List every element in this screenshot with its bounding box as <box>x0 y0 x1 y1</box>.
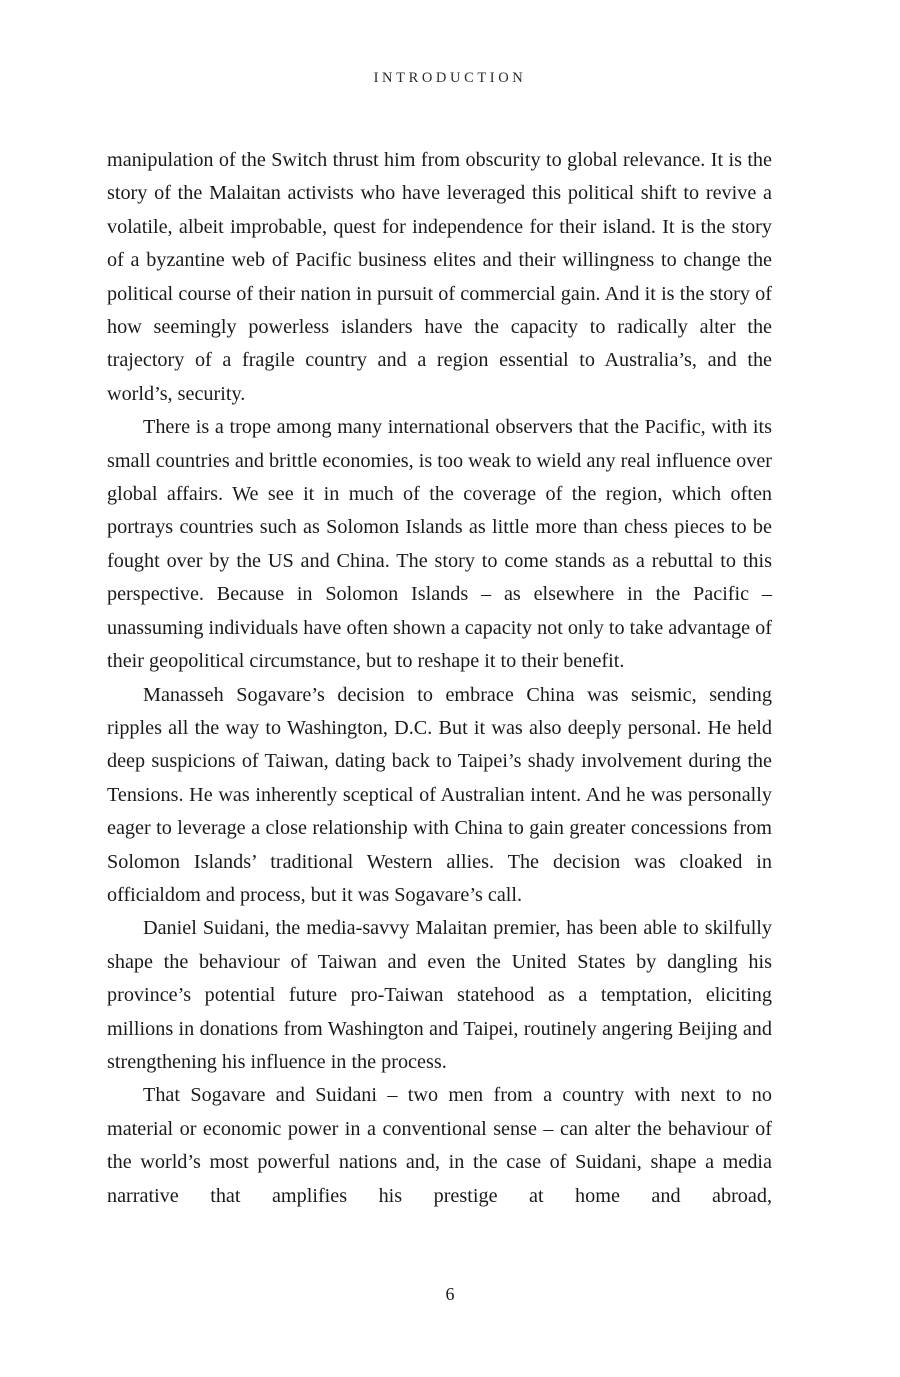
paragraph: That Sogavare and Suidani – two men from a country with next to no material or economic power in a conventional sense – can alter the behaviour of the world’s most powerful nations and, in the case of Suidani, shape a media narrative that amplifies his prestige at home and abroad, <box>107 1084 772 1207</box>
paragraph: manipulation of the Switch thrust him from obscurity to global relevance. It is the story of the Malaitan activists who have leveraged this political shift to revive a volatile, albeit improbable, quest for independence for their island. It is the story of a byzantine web of Pacific business elites and their willingness to change the political course of their nation in pursuit of commercial gain. And it is the story of how seemingly powerless islanders have the capacity to radically alter the trajectory of a fragile country and a region essential to Australia’s, and the world’s, security. <box>107 149 772 405</box>
page-number: 6 <box>445 1284 455 1304</box>
running-head: INTRODUCTION <box>373 70 527 86</box>
paragraph: Manasseh Sogavare’s decision to embrace China was seismic, sending ripples all the way to Washington, D.C. But it was also deeply personal. He held deep suspicions of Taiwan, dating back to Taipei’s shady involvement during the Tensions. He was inherently sceptical of Australian intent. And he was personally eager to leverage a close relationship with China to gain greater concessions from Solomon Islands’ traditional Western allies. The decision was cloaked in officialdom and process, but it was Sogavare’s call. <box>107 683 772 906</box>
body-text <box>107 144 772 1213</box>
paragraph: There is a trope among many international observers that the Pacific, with its small countries and brittle economies, is too weak to wield any real influence over global affairs. We see it in much of the coverage of the region, which often portrays countries such as Solomon Islands as little more than chess pieces to be fought over by the US and China. The story to come stands as a rebuttal to this perspective. Because in Solomon Islands – as elsewhere in the Pacific – unassuming individuals have often shown a capacity not only to take advantage of their geopolitical circumstance, but to reshape it to their benefit. <box>107 416 772 673</box>
paragraph: Daniel Suidani, the media-savvy Malaitan premier, has been able to skilfully shape the behaviour of Taiwan and even the United States by dangling his province’s potential future pro-Taiwan statehood as a temptation, eliciting millions in donations from Washington and Taipei, routinely angering Beijing and strengthening his influence in the process. <box>107 917 772 1073</box>
